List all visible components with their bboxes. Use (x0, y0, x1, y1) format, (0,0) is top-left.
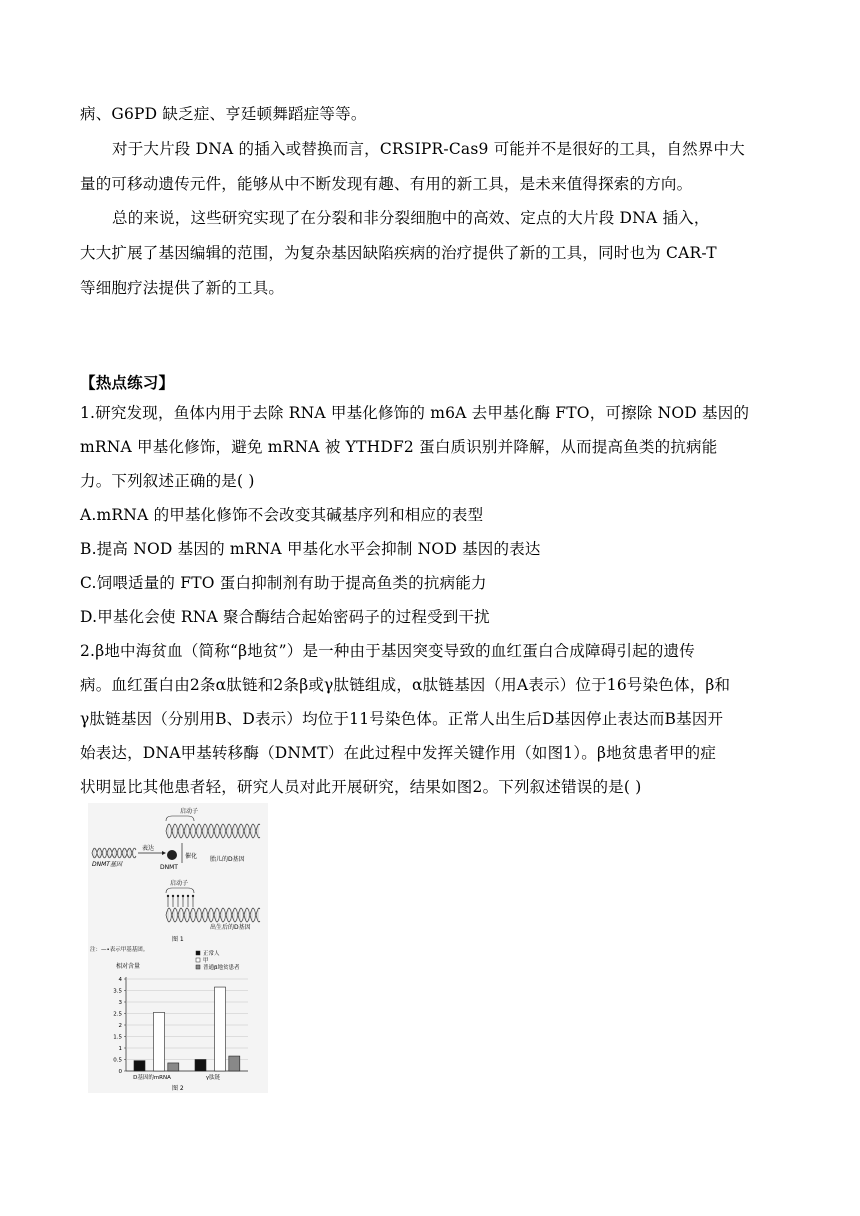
section-title: 【热点练习】 (80, 373, 175, 392)
question-2-stem-line: 始表达，DNA甲基转移酶（DNMT）在此过程中发挥关键作用（如图1）。β地贫患者甲的症 (80, 744, 717, 762)
legend-label: 普通β地贫患者 (203, 965, 240, 971)
y-tick-label: 0 (118, 1069, 122, 1075)
figure-2-caption: 图 2 (172, 1085, 184, 1092)
paragraph-line: 总的来说，这些研究实现了在分裂和非分裂细胞中的高效、定点的大片段 DNA 插入， (112, 209, 710, 227)
legend-label: 正常人 (203, 951, 220, 957)
x-category-label: γ肽链 (205, 1075, 221, 1081)
promoter-label: 启动子 (180, 808, 199, 815)
paragraph-line: 等细胞疗法提供了新的工具。 (80, 279, 285, 297)
postnatal-d-gene-helix (166, 908, 260, 922)
question-1-option-d: D.甲基化会使 RNA 聚合酶结合起始密码子的过程受到干扰 (80, 608, 490, 626)
postnatal-d-gene-label: 出生后的D基因 (210, 924, 251, 931)
question-2-figure (88, 803, 268, 1093)
methyl-group-mark (187, 895, 189, 897)
y-tick-label: 2 (118, 1023, 122, 1029)
dnmt-gene-label: DNMT基因 (92, 861, 122, 868)
bar-0-1 (154, 1012, 165, 1071)
dnmt-enzyme-icon (167, 850, 177, 860)
question-2-stem-line: γ肽链基因（分别用B、D表示）均位于11号染色体。正常人出生后D基因停止表达而B基因开 (80, 710, 724, 728)
bar-0-0 (134, 1061, 145, 1071)
question-1-option-c: C.饲喂适量的 FTO 蛋白抑制剂有助于提高鱼类的抗病能力 (80, 574, 487, 592)
y-tick-label: 1 (118, 1046, 122, 1052)
paragraph-line: 量的可移动遗传元件，能够从中不断发现有趣、有用的新工具，是未来值得探索的方向。 (80, 175, 693, 193)
x-category-label: D基因的mRNA (133, 1075, 171, 1081)
y-tick-label: 4 (118, 977, 122, 983)
fetal-d-gene-helix (166, 824, 260, 838)
paragraph-line: 大大扩展了基因编辑的范围，为复杂基因缺陷疾病的治疗提供了新的工具，同时也为 CAR-T (80, 244, 717, 262)
methyl-group-mark (167, 895, 169, 897)
fetal-d-gene-label: 胎儿的D基因 (210, 856, 245, 863)
catalyze-label: 催化 (185, 853, 198, 860)
promoter-label-2: 启动子 (170, 880, 189, 887)
methyl-group-mark (172, 895, 174, 897)
question-2-stem-line: 状明显比其他患者轻，研究人员对此开展研究，结果如图2。下列叙述错误的是( ) (80, 778, 642, 796)
bar-0-2 (168, 1063, 179, 1071)
bar-1-1 (215, 987, 226, 1071)
methyl-group-mark (177, 895, 179, 897)
y-tick-label: 3.5 (113, 988, 122, 995)
question-1-option-a: A.mRNA 的甲基化修饰不会改变其碱基序列和相应的表型 (80, 506, 484, 524)
question-1-stem-line: mRNA 甲基化修饰，避免 mRNA 被 YTHDF2 蛋白质识别并降解，从而提高鱼类的抗病能 (80, 438, 718, 456)
bar-1-2 (229, 1056, 240, 1071)
express-label: 表达 (142, 845, 155, 852)
question-2-stem-line: 2.β地中海贫血（简称“β地贫”）是一种由于基因突变导致的血红蛋白合成障碍引起的遗传 (80, 642, 695, 660)
y-tick-label: 2.5 (113, 1011, 122, 1018)
question-1-stem-line: 力。下列叙述正确的是( ) (80, 472, 255, 490)
legend-swatch (196, 951, 200, 955)
legend-label: 甲 (203, 958, 209, 964)
y-tick-label: 0.5 (113, 1057, 122, 1064)
question-2-stem-line: 病。血红蛋白由2条α肽链和2条β或γ肽链组成，α肽链基因（用A表示）位于16号染色体，β和 (80, 676, 731, 694)
dnmt-label: DNMT (160, 864, 178, 871)
question-1-stem-line: 1.研究发现，鱼体内用于去除 RNA 甲基化修饰的 m6A 去甲基化酶 FTO，可擦除 NOD 基因的 (80, 404, 750, 422)
legend-swatch (196, 958, 200, 962)
y-axis-label: 相对含量 (116, 963, 141, 970)
methyl-group-mark (192, 895, 194, 897)
paragraph-line: 病、G6PD 缺乏症、亨廷顿舞蹈症等等。 (80, 105, 367, 123)
paragraph-line: 对于大片段 DNA 的插入或替换而言，CRSIPR-Cas9 可能并不是很好的工具，自然界中大 (112, 140, 745, 158)
methyl-group-mark (182, 895, 184, 897)
legend-swatch (196, 965, 200, 969)
bar-1-0 (195, 1060, 206, 1072)
figure-1-caption: 图 1 (172, 936, 184, 943)
figure-1-note: 注：—•表示甲基基团。 (90, 947, 149, 953)
y-tick-label: 3 (118, 1000, 122, 1006)
question-1-option-b: B.提高 NOD 基因的 mRNA 甲基化水平会抑制 NOD 基因的表达 (80, 540, 541, 558)
y-tick-label: 1.5 (113, 1034, 122, 1041)
